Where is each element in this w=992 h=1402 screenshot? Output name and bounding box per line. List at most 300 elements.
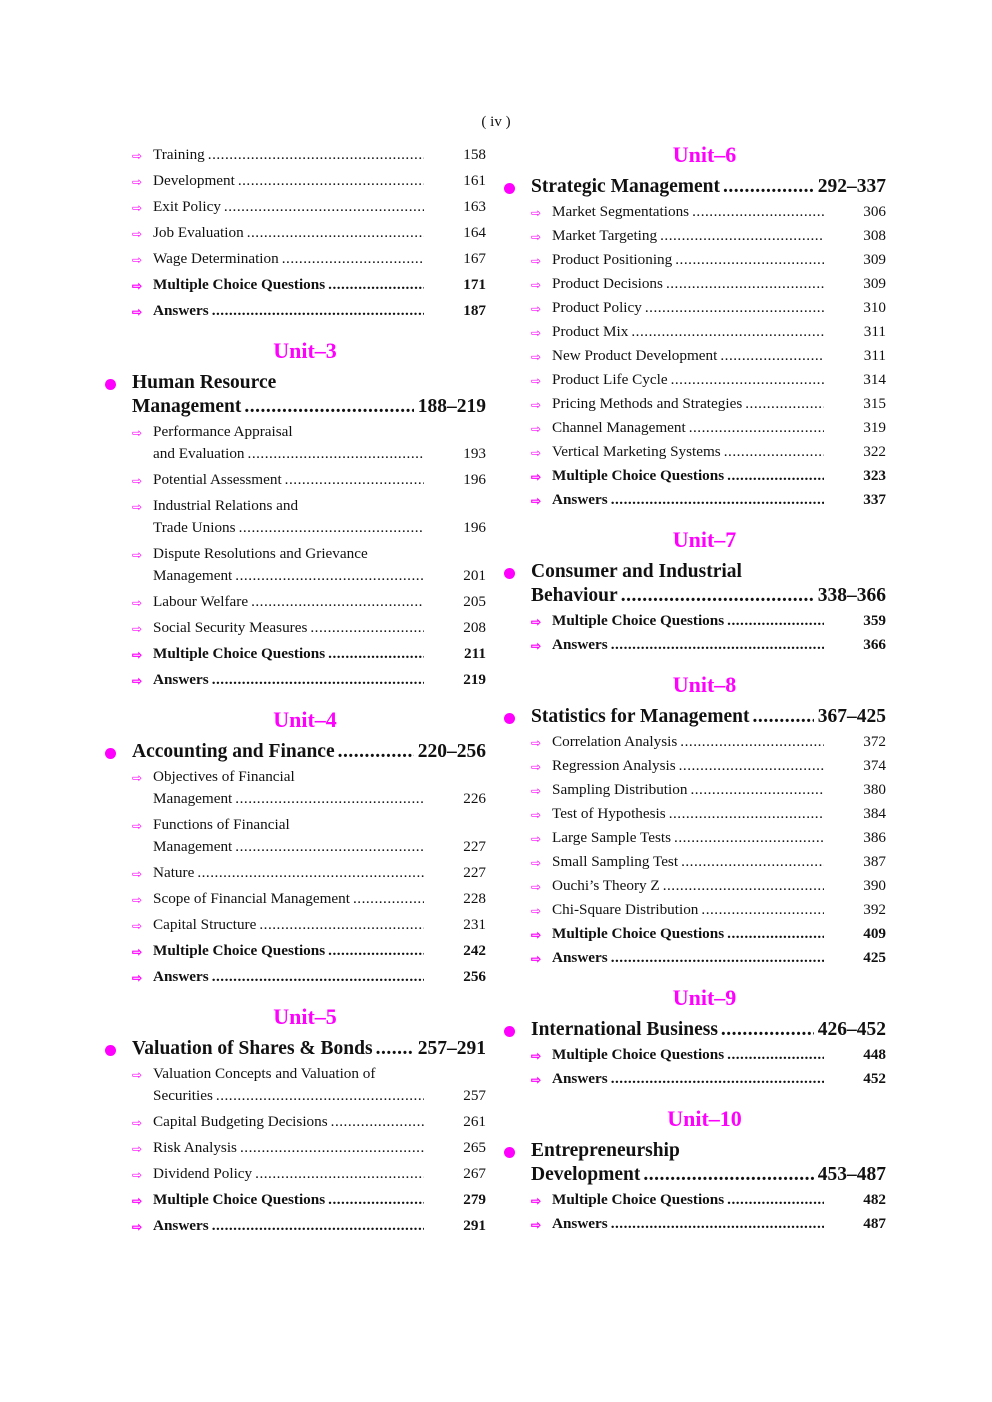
pointing-hand-arrow-icon: ⇨ [531, 736, 542, 750]
toc-topic[interactable] [503, 705, 886, 729]
entry-row [552, 465, 886, 487]
pointing-hand-arrow-icon: ⇨ [531, 1194, 542, 1208]
toc-topic[interactable] [503, 175, 886, 199]
toc-entry[interactable] [503, 899, 886, 921]
dot-leader [727, 923, 824, 945]
pointing-hand-arrow-icon: ⇨ [132, 500, 143, 514]
entry-page: 409 [863, 925, 886, 942]
topic-row [531, 584, 886, 608]
dot-leader [611, 947, 824, 969]
disc-bullet-icon [504, 1026, 515, 1037]
dot-leader [208, 144, 424, 166]
dot-leader [690, 779, 824, 801]
pointing-hand-arrow-icon: ⇨ [531, 278, 542, 292]
entry-page: 265 [463, 1139, 486, 1156]
toc-entry[interactable] [503, 947, 886, 969]
dot-leader [212, 966, 424, 988]
entry-page: 487 [863, 1215, 886, 1232]
toc-column-left [104, 144, 486, 1241]
entry-row [552, 803, 886, 825]
dot-leader [720, 345, 824, 367]
entry-page: 219 [463, 671, 486, 688]
toc-topic[interactable] [503, 560, 886, 608]
entry-row [552, 610, 886, 632]
topic-title-line: Management [132, 396, 242, 417]
topic-title-line: Entrepreneurship [531, 1140, 680, 1161]
toc-entry[interactable] [503, 249, 886, 271]
dot-leader [681, 851, 824, 873]
toc-entry[interactable] [104, 617, 486, 639]
pointing-hand-arrow-icon: ⇨ [132, 622, 143, 636]
topic-row [132, 1037, 486, 1061]
entry-row [153, 888, 486, 910]
entry-page: 309 [863, 275, 886, 292]
entry-row [153, 788, 486, 810]
pointing-hand-arrow-icon: ⇨ [531, 928, 542, 942]
pointing-hand-arrow-icon: ⇨ [531, 398, 542, 412]
entry-page: 267 [463, 1165, 486, 1182]
dot-leader [259, 914, 424, 936]
entry-page: 163 [463, 198, 486, 215]
toc-entry[interactable] [104, 940, 486, 962]
toc-entry[interactable] [503, 465, 886, 487]
toc-entry[interactable] [503, 1189, 886, 1211]
dot-leader [328, 940, 424, 962]
topic-row [531, 1163, 886, 1187]
disc-bullet-icon [504, 713, 515, 724]
entry-title-line: Small Sampling Test [552, 853, 679, 870]
entry-title-line: Training [153, 146, 205, 163]
entry-page: 380 [863, 781, 886, 798]
pointing-hand-arrow-icon: ⇨ [132, 1194, 143, 1208]
dot-leader [727, 610, 824, 632]
toc-topic[interactable] [104, 740, 486, 764]
toc-entry[interactable] [104, 1163, 486, 1185]
entry-page: 448 [863, 1046, 886, 1063]
unit-heading: Unit–6 [672, 142, 737, 167]
dot-leader [353, 888, 424, 910]
entry-row [153, 300, 486, 322]
dot-leader [310, 617, 424, 639]
entry-title-line: Product Life Cycle [552, 371, 668, 388]
entry-page: 392 [863, 901, 886, 918]
topic-row [132, 395, 486, 419]
entry-title-line: Correlation Analysis [552, 733, 678, 750]
toc-entry[interactable] [503, 1044, 886, 1066]
toc-entry[interactable] [104, 274, 486, 296]
entry-page: 196 [463, 471, 486, 488]
topic-page-range: 426–452 [817, 1019, 886, 1040]
entry-title-line: Industrial Relations and [153, 497, 299, 514]
entry-row [552, 417, 886, 439]
dot-leader [338, 740, 414, 764]
toc-entry[interactable] [503, 875, 886, 897]
entry-page: 171 [463, 276, 486, 293]
dot-leader [235, 788, 424, 810]
topic-page-range: 292–337 [817, 176, 886, 197]
toc-entry[interactable] [503, 321, 886, 343]
dot-leader [235, 836, 424, 858]
entry-page: 322 [863, 443, 886, 460]
entry-title-line: Wage Determination [153, 250, 279, 267]
entry-row [153, 1111, 486, 1133]
toc-topic[interactable] [104, 371, 486, 419]
entry-title-line: Labour Welfare [153, 593, 249, 610]
topic-row [531, 175, 886, 199]
toc-entry[interactable] [104, 914, 486, 936]
topic-title-line: Development [531, 1164, 641, 1185]
entry-row [153, 248, 486, 270]
entry-row [153, 669, 486, 691]
toc-entry[interactable] [503, 489, 886, 511]
entry-page: 319 [863, 419, 886, 436]
toc-entry[interactable] [503, 417, 886, 439]
toc-entry[interactable] [104, 591, 486, 613]
entry-title-line: Answers [153, 671, 209, 688]
entry-row [552, 249, 886, 271]
entry-title-line: Functions of Financial [153, 816, 290, 833]
pointing-hand-arrow-icon: ⇨ [531, 470, 542, 484]
entry-row [153, 170, 486, 192]
dot-leader [721, 1018, 814, 1042]
toc-entry[interactable] [503, 923, 886, 945]
dot-leader [247, 222, 424, 244]
disc-bullet-icon [504, 183, 515, 194]
disc-bullet-icon [105, 1045, 116, 1056]
entry-title-line: Capital Structure [153, 916, 257, 933]
dot-leader [331, 1111, 424, 1133]
pointing-hand-arrow-icon: ⇨ [531, 760, 542, 774]
toc-entry[interactable] [104, 421, 486, 465]
entry-row [153, 836, 486, 858]
entry-page: 242 [463, 942, 486, 959]
pointing-hand-arrow-icon: ⇨ [531, 784, 542, 798]
entry-title-line: Securities [153, 1087, 213, 1104]
pointing-hand-arrow-icon: ⇨ [132, 305, 143, 319]
toc-entry[interactable] [104, 248, 486, 270]
pointing-hand-arrow-icon: ⇨ [132, 771, 143, 785]
entry-row [552, 731, 886, 753]
entry-title-line: Management [153, 567, 233, 584]
disc-bullet-icon [105, 748, 116, 759]
toc-entry[interactable] [503, 1213, 886, 1235]
entry-page: 372 [863, 733, 886, 750]
entry-page: 384 [863, 805, 886, 822]
pointing-hand-arrow-icon: ⇨ [132, 426, 143, 440]
toc-entry[interactable] [104, 170, 486, 192]
entry-row [153, 222, 486, 244]
pointing-hand-arrow-icon: ⇨ [132, 201, 143, 215]
pointing-hand-arrow-icon: ⇨ [531, 880, 542, 894]
entry-page: 231 [463, 916, 486, 933]
dot-leader [745, 393, 824, 415]
disc-bullet-icon [504, 1147, 515, 1158]
entry-page: 337 [863, 491, 886, 508]
entry-page: 386 [863, 829, 886, 846]
entry-page: 291 [463, 1217, 486, 1234]
pointing-hand-arrow-icon: ⇨ [132, 227, 143, 241]
dot-leader [376, 1037, 414, 1061]
entry-page: 314 [863, 371, 886, 388]
entry-title-line: Multiple Choice Questions [552, 467, 725, 484]
entry-page: 279 [463, 1191, 486, 1208]
topic-row [132, 740, 486, 764]
entry-page: 452 [863, 1070, 886, 1087]
entry-title-line: Multiple Choice Questions [153, 645, 326, 662]
topic-title-line: International Business [531, 1019, 718, 1040]
entry-row [153, 565, 486, 587]
toc-entry[interactable] [104, 966, 486, 988]
pointing-hand-arrow-icon: ⇨ [531, 254, 542, 268]
entry-row [153, 443, 486, 465]
entry-title-line: New Product Development [552, 347, 718, 364]
pointing-hand-arrow-icon: ⇨ [531, 904, 542, 918]
toc-entry[interactable] [104, 1111, 486, 1133]
entry-row [552, 369, 886, 391]
pointing-hand-arrow-icon: ⇨ [531, 856, 542, 870]
toc-topic[interactable] [503, 1018, 886, 1042]
pointing-hand-arrow-icon: ⇨ [531, 230, 542, 244]
topic-title-line: Human Resource [132, 372, 277, 393]
entry-row [153, 940, 486, 962]
entry-page: 306 [863, 203, 886, 220]
entry-title-line: Chi-Square Distribution [552, 901, 699, 918]
dot-leader [663, 875, 824, 897]
entry-title-line: Sampling Distribution [552, 781, 688, 798]
pointing-hand-arrow-icon: ⇨ [132, 674, 143, 688]
dot-leader [723, 175, 814, 199]
entry-row [552, 441, 886, 463]
dot-leader [671, 369, 824, 391]
toc-entry[interactable] [503, 345, 886, 367]
entry-title-line: Multiple Choice Questions [552, 925, 725, 942]
page-number: ( iv ) [481, 114, 511, 130]
topic-title-line: Consumer and Industrial [531, 561, 742, 582]
dot-leader [238, 170, 424, 192]
dot-leader [675, 249, 824, 271]
entry-page: 482 [863, 1191, 886, 1208]
unit-heading: Unit–10 [667, 1106, 742, 1131]
pointing-hand-arrow-icon: ⇨ [531, 446, 542, 460]
pointing-hand-arrow-icon: ⇨ [132, 548, 143, 562]
toc-entry[interactable] [104, 814, 486, 858]
entry-page: 359 [863, 612, 886, 629]
dot-leader [701, 899, 824, 921]
dot-leader [679, 755, 824, 777]
entry-row [552, 947, 886, 969]
toc-entry[interactable] [503, 225, 886, 247]
toc-entry[interactable] [503, 273, 886, 295]
pointing-hand-arrow-icon: ⇨ [132, 648, 143, 662]
dot-leader [674, 827, 824, 849]
entry-row [153, 1215, 486, 1237]
entry-page: 208 [463, 619, 486, 636]
entry-title-line: Answers [552, 636, 608, 653]
unit-heading: Unit–5 [273, 1004, 337, 1029]
toc-entry[interactable] [104, 1215, 486, 1237]
toc-entry[interactable] [503, 610, 886, 632]
toc-entry[interactable] [104, 543, 486, 587]
entry-title-line: Valuation Concepts and Valuation of [153, 1065, 376, 1082]
entry-row [552, 345, 886, 367]
entry-row [153, 196, 486, 218]
entry-title-line: Pricing Methods and Strategies [552, 395, 743, 412]
dot-leader [724, 441, 824, 463]
toc-entry[interactable] [104, 196, 486, 218]
toc-entry[interactable] [503, 779, 886, 801]
entry-page: 201 [463, 567, 486, 584]
dot-leader [611, 1213, 824, 1235]
toc-entry[interactable] [104, 862, 486, 884]
entry-title-line: Multiple Choice Questions [153, 276, 326, 293]
entry-page: 390 [863, 877, 886, 894]
pointing-hand-arrow-icon: ⇨ [132, 919, 143, 933]
toc-entry[interactable] [503, 1068, 886, 1090]
entry-page: 227 [463, 838, 486, 855]
toc-entry[interactable] [104, 469, 486, 491]
disc-bullet-icon [105, 379, 116, 390]
entry-page: 167 [463, 250, 486, 267]
entry-row [552, 1068, 886, 1090]
entry-title-line: Objectives of Financial [153, 768, 295, 785]
pointing-hand-arrow-icon: ⇨ [531, 1049, 542, 1063]
toc-entry[interactable] [503, 201, 886, 223]
toc-entry[interactable] [503, 393, 886, 415]
entry-row [153, 1163, 486, 1185]
dot-leader [645, 297, 824, 319]
entry-row [552, 1213, 886, 1235]
toc-entry[interactable] [104, 300, 486, 322]
dot-leader [255, 1163, 424, 1185]
toc-entry[interactable] [104, 643, 486, 665]
entry-title-line: Product Positioning [552, 251, 673, 268]
toc-entry[interactable] [503, 731, 886, 753]
dot-leader [752, 705, 813, 729]
entry-row [552, 321, 886, 343]
topic-row [531, 705, 886, 729]
toc-entry[interactable] [503, 803, 886, 825]
toc-entry[interactable] [104, 144, 486, 166]
toc-entry[interactable] [104, 888, 486, 910]
toc-entry[interactable] [503, 634, 886, 656]
pointing-hand-arrow-icon: ⇨ [132, 945, 143, 959]
entry-row [153, 643, 486, 665]
toc-entry[interactable] [104, 222, 486, 244]
topic-page-range: 257–291 [417, 1038, 486, 1059]
dot-leader [611, 1068, 824, 1090]
entry-row [552, 755, 886, 777]
entry-row [552, 923, 886, 945]
entry-row [552, 851, 886, 873]
entry-title-line: Answers [153, 1217, 209, 1234]
entry-page: 261 [463, 1113, 486, 1130]
toc-entry[interactable] [503, 851, 886, 873]
entry-page: 257 [463, 1087, 486, 1104]
entry-page: 311 [863, 347, 886, 364]
entry-title-line: Answers [153, 302, 209, 319]
entry-page: 193 [463, 445, 486, 462]
entry-title-line: Multiple Choice Questions [552, 1046, 725, 1063]
entry-title-line: Nature [153, 864, 195, 881]
pointing-hand-arrow-icon: ⇨ [531, 615, 542, 629]
dot-leader [216, 1085, 424, 1107]
toc-entry[interactable] [104, 1189, 486, 1211]
toc-entry[interactable] [104, 1063, 486, 1107]
entry-page: 311 [863, 323, 886, 340]
entry-title-line: Answers [552, 1215, 608, 1232]
entry-row [552, 779, 886, 801]
toc-topic[interactable] [503, 1139, 886, 1187]
toc-entry[interactable] [104, 766, 486, 810]
pointing-hand-arrow-icon: ⇨ [531, 350, 542, 364]
topic-title-line: Valuation of Shares & Bonds [132, 1038, 373, 1059]
toc-entry[interactable] [104, 495, 486, 539]
entry-title-line: Job Evaluation [153, 224, 244, 241]
pointing-hand-arrow-icon: ⇨ [531, 422, 542, 436]
toc-entry[interactable] [503, 755, 886, 777]
topic-page-range: 220–256 [417, 741, 486, 762]
entry-row [153, 591, 486, 613]
dot-leader [669, 803, 824, 825]
unit-heading: Unit–3 [273, 338, 337, 363]
dot-leader [689, 417, 824, 439]
toc-entry[interactable] [503, 369, 886, 391]
pointing-hand-arrow-icon: ⇨ [531, 639, 542, 653]
entry-page: 315 [863, 395, 886, 412]
dot-leader [680, 731, 824, 753]
entry-title-line: Answers [552, 1070, 608, 1087]
unit-heading: Unit–8 [672, 672, 737, 697]
entry-row [552, 273, 886, 295]
pointing-hand-arrow-icon: ⇨ [132, 1068, 143, 1082]
entry-page: 256 [463, 968, 486, 985]
pointing-hand-arrow-icon: ⇨ [132, 253, 143, 267]
toc-entry[interactable] [503, 827, 886, 849]
topic-page-range: 367–425 [817, 706, 886, 727]
entry-row [153, 1137, 486, 1159]
dot-leader [224, 196, 424, 218]
toc-entry[interactable] [104, 669, 486, 691]
dot-leader [643, 1163, 813, 1187]
entry-title-line: Vertical Marketing Systems [552, 443, 721, 460]
toc-topic[interactable] [104, 1037, 486, 1061]
dot-leader [692, 201, 824, 223]
disc-bullet-icon [504, 568, 515, 579]
toc-entry[interactable] [503, 441, 886, 463]
toc-entry[interactable] [104, 1137, 486, 1159]
entry-row [153, 966, 486, 988]
toc-entry[interactable] [503, 297, 886, 319]
entry-title-line: Scope of Financial Management [153, 890, 350, 907]
pointing-hand-arrow-icon: ⇨ [531, 952, 542, 966]
entry-title-line: Product Mix [552, 323, 629, 340]
entry-title-line: Market Targeting [552, 227, 658, 244]
entry-page: 158 [463, 146, 486, 163]
dot-leader [212, 1215, 424, 1237]
dot-leader [282, 248, 424, 270]
dot-leader [244, 395, 413, 419]
entry-page: 425 [863, 949, 886, 966]
dot-leader [212, 669, 424, 691]
entry-page: 228 [463, 890, 486, 907]
entry-row [552, 899, 886, 921]
entry-row [552, 297, 886, 319]
pointing-hand-arrow-icon: ⇨ [531, 1218, 542, 1232]
entry-row [153, 1189, 486, 1211]
dot-leader [727, 1044, 824, 1066]
entry-row [552, 1044, 886, 1066]
entry-row [153, 469, 486, 491]
